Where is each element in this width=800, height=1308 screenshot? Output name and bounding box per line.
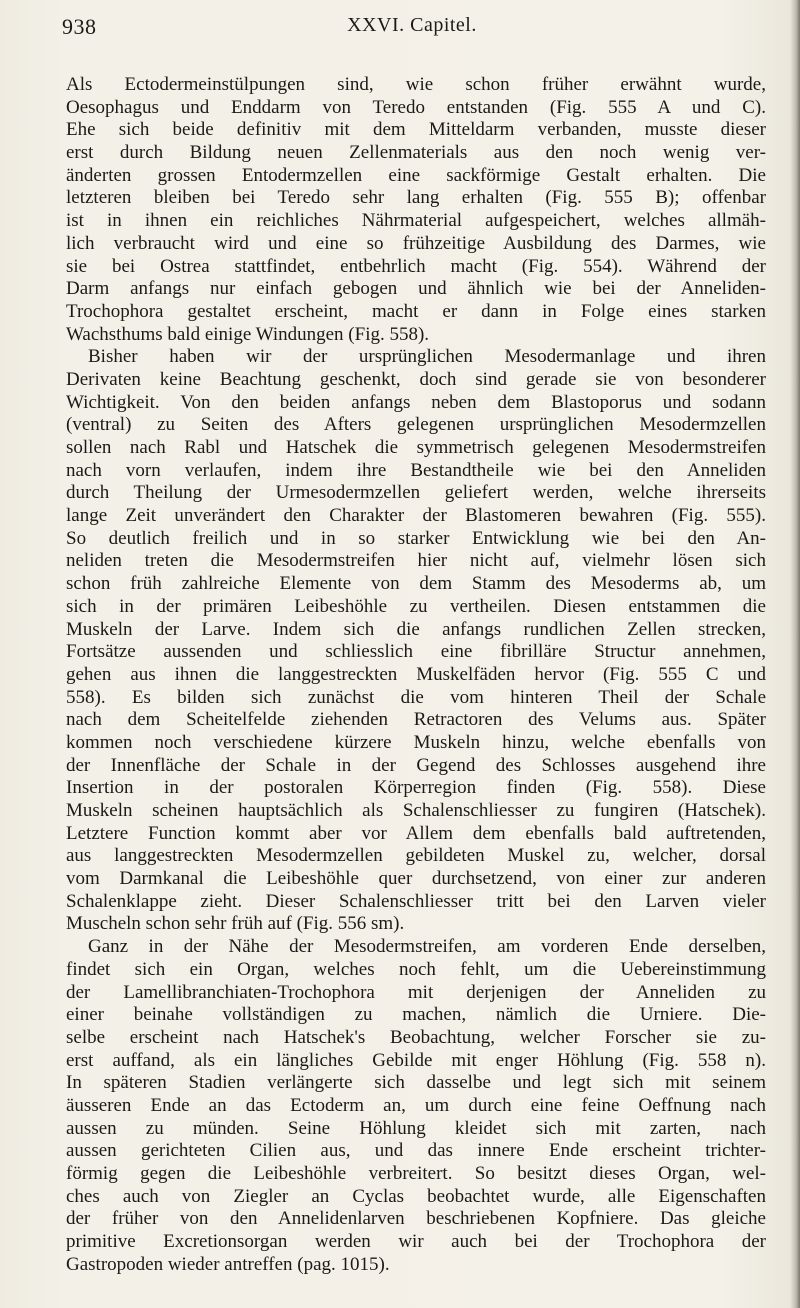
text-line: Als Ectodermeinstülpungen sind, wie schon früher erwähnt wurde,: [66, 74, 766, 95]
text-line: gehen aus ihnen die langgestreckten Muskelfäden hervor (Fig. 555 C und: [66, 663, 766, 685]
text-line: In späteren Stadien verlängerte sich dasselbe und legt sich mit seinem: [66, 1072, 766, 1094]
text-line: aus langgestreckten Mesodermzellen gebildeten Muskel zu, welcher, dorsal: [66, 845, 766, 867]
text-line: primitive Excretionsorgan werden wir auch bei der Trochophora der: [66, 1231, 766, 1253]
text-line: erst durch Bildung neuen Zellenmaterials aus den noch wenig ver-: [66, 142, 766, 164]
text-line: So deutlich freilich und in so starker Entwicklung wie bei den An-: [66, 527, 766, 549]
text-line: Ehe sich beide definitiv mit dem Mitteldarm verbanden, musste dieser: [66, 119, 766, 141]
text-line: Muscheln schon sehr früh auf (Fig. 556 sm).: [66, 913, 405, 935]
text-line: sich in der primären Leibeshöhle zu vertheilen. Diesen entstammen die: [66, 595, 766, 617]
text-line: schon früh zahlreiche Elemente von dem Stamm des Mesoderms ab, um: [66, 573, 766, 595]
text-line: nach vorn verlaufen, indem ihre Bestandtheile wie bei den Anneliden: [66, 459, 766, 481]
text-line: änderten grossen Entodermzellen eine sackförmige Gestalt erhalten. Die: [66, 164, 766, 186]
text-line: Ganz in der Nähe der Mesodermstreifen, am vorderen Ende derselben,: [88, 936, 766, 958]
text-line: erst auffand, als ein längliches Gebilde mit enger Höhlung (Fig. 558 n).: [66, 1049, 766, 1071]
text-line: aussen zu münden. Seine Höhlung kleidet sich mit zarten, nach: [66, 1117, 766, 1139]
text-line: förmig gegen die Leibeshöhle verbreitert. So besitzt dieses Organ, wel-: [66, 1163, 766, 1184]
text-line: sollen nach Rabl und Hatschek die symmetrisch gelegenen Mesodermstreifen: [66, 437, 766, 458]
page-header: [62, 14, 762, 40]
text-line: letzteren bleiben bei Teredo sehr lang erhalten (Fig. 555 B); offenbar: [66, 187, 766, 209]
page-number: 938: [62, 14, 97, 39]
text-line: vom Darmkanal die Leibeshöhle quer durchsetzend, von einer zur anderen: [66, 868, 766, 890]
text-line: Letztere Function kommt aber vor Allem dem ebenfalls bald auftretenden,: [66, 822, 766, 844]
text-line: der früher von den Annelidenlarven beschriebenen Kopfniere. Das gleiche: [66, 1208, 766, 1230]
text-line: sie bei Ostrea stattfindet, entbehrlich macht (Fig. 554). Während der: [66, 255, 766, 277]
text-line: neliden treten die Mesodermstreifen hier nicht auf, vielmehr lösen sich: [66, 550, 766, 572]
page-edge-shadow: [790, 0, 800, 1308]
text-line: Insertion in der postoralen Körperregion finden (Fig. 558). Diese: [66, 777, 766, 799]
text-line: (ventral) zu Seiten des Afters gelegenen ursprünglichen Mesodermzellen: [66, 414, 766, 436]
text-line: aussen gerichteten Cilien aus, und das innere Ende erscheint trichter-: [66, 1140, 766, 1162]
text-line: Wichtigkeit. Von den beiden anfangs neben dem Blastoporus und sodann: [66, 391, 766, 413]
text-line: Darm anfangs nur einfach gebogen und ähnlich wie bei der Anneliden-: [66, 278, 766, 300]
text-line: Schalenklappe zieht. Dieser Schalenschliesser tritt bei den Larven vieler: [66, 890, 766, 912]
text-line: Trochophora gestaltet erscheint, macht er dann in Folge eines starken: [66, 300, 766, 322]
text-line: Derivaten keine Beachtung geschenkt, doch sind gerade sie von besonderer: [66, 368, 766, 390]
text-line: ist in ihnen ein reichliches Nährmaterial aufgespeichert, welches allmäh-: [66, 210, 766, 232]
text-line: Fortsätze aussenden und schliesslich eine fibrilläre Structur annehmen,: [66, 641, 766, 663]
body-text: [66, 74, 766, 1276]
text-line: der Innenfläche der Schale in der Gegend des Schlosses ausgehend ihre: [66, 754, 766, 776]
text-line: Gastropoden wieder antreffen (pag. 1015).: [66, 1253, 390, 1275]
text-line: lange Zeit unverändert den Charakter der Blastomeren bewahren (Fig. 555).: [66, 505, 766, 527]
text-line: Wachsthums bald einige Windungen (Fig. 558).: [66, 323, 430, 345]
text-line: Muskeln scheinen hauptsächlich als Schalenschliesser zu fungiren (Hatschek).: [66, 800, 766, 821]
text-line: Bisher haben wir der ursprünglichen Mesodermanlage und ihren: [88, 346, 766, 368]
text-line: einer beinahe vollständigen zu machen, nämlich die Urniere. Die-: [66, 1004, 766, 1026]
text-line: Oesophagus und Enddarm von Teredo entstanden (Fig. 555 A und C).: [66, 96, 766, 118]
text-line: kommen noch verschiedene kürzere Muskeln hinzu, welche ebenfalls von: [66, 731, 766, 753]
text-line: nach dem Scheitelfelde ziehenden Retractoren des Velums aus. Später: [66, 709, 766, 731]
text-line: durch Theilung der Urmesodermzellen geliefert werden, welche ihrerseits: [66, 482, 766, 504]
text-line: äusseren Ende an das Ectoderm an, um durch eine feine Oeffnung nach: [66, 1094, 766, 1116]
text-line: Muskeln der Larve. Indem sich die anfangs rundlichen Zellen strecken,: [66, 618, 766, 640]
running-head: XXVI. Capitel.: [347, 14, 477, 36]
text-line: findet sich ein Organ, welches noch fehlt, um die Uebereinstimmung: [66, 958, 766, 980]
text-line: ches auch von Ziegler an Cyclas beobachtet wurde, alle Eigenschaften: [66, 1185, 766, 1207]
text-line: lich verbraucht wird und eine so frühzeitige Ausbildung des Darmes, wie: [66, 232, 766, 254]
text-line: der Lamellibranchiaten-Trochophora mit derjenigen der Anneliden zu: [66, 981, 766, 1003]
text-line: selbe erscheint nach Hatschek's Beobachtung, welcher Forscher sie zu-: [66, 1026, 766, 1048]
text-line: 558). Es bilden sich zunächst die vom hinteren Theil der Schale: [66, 686, 766, 708]
